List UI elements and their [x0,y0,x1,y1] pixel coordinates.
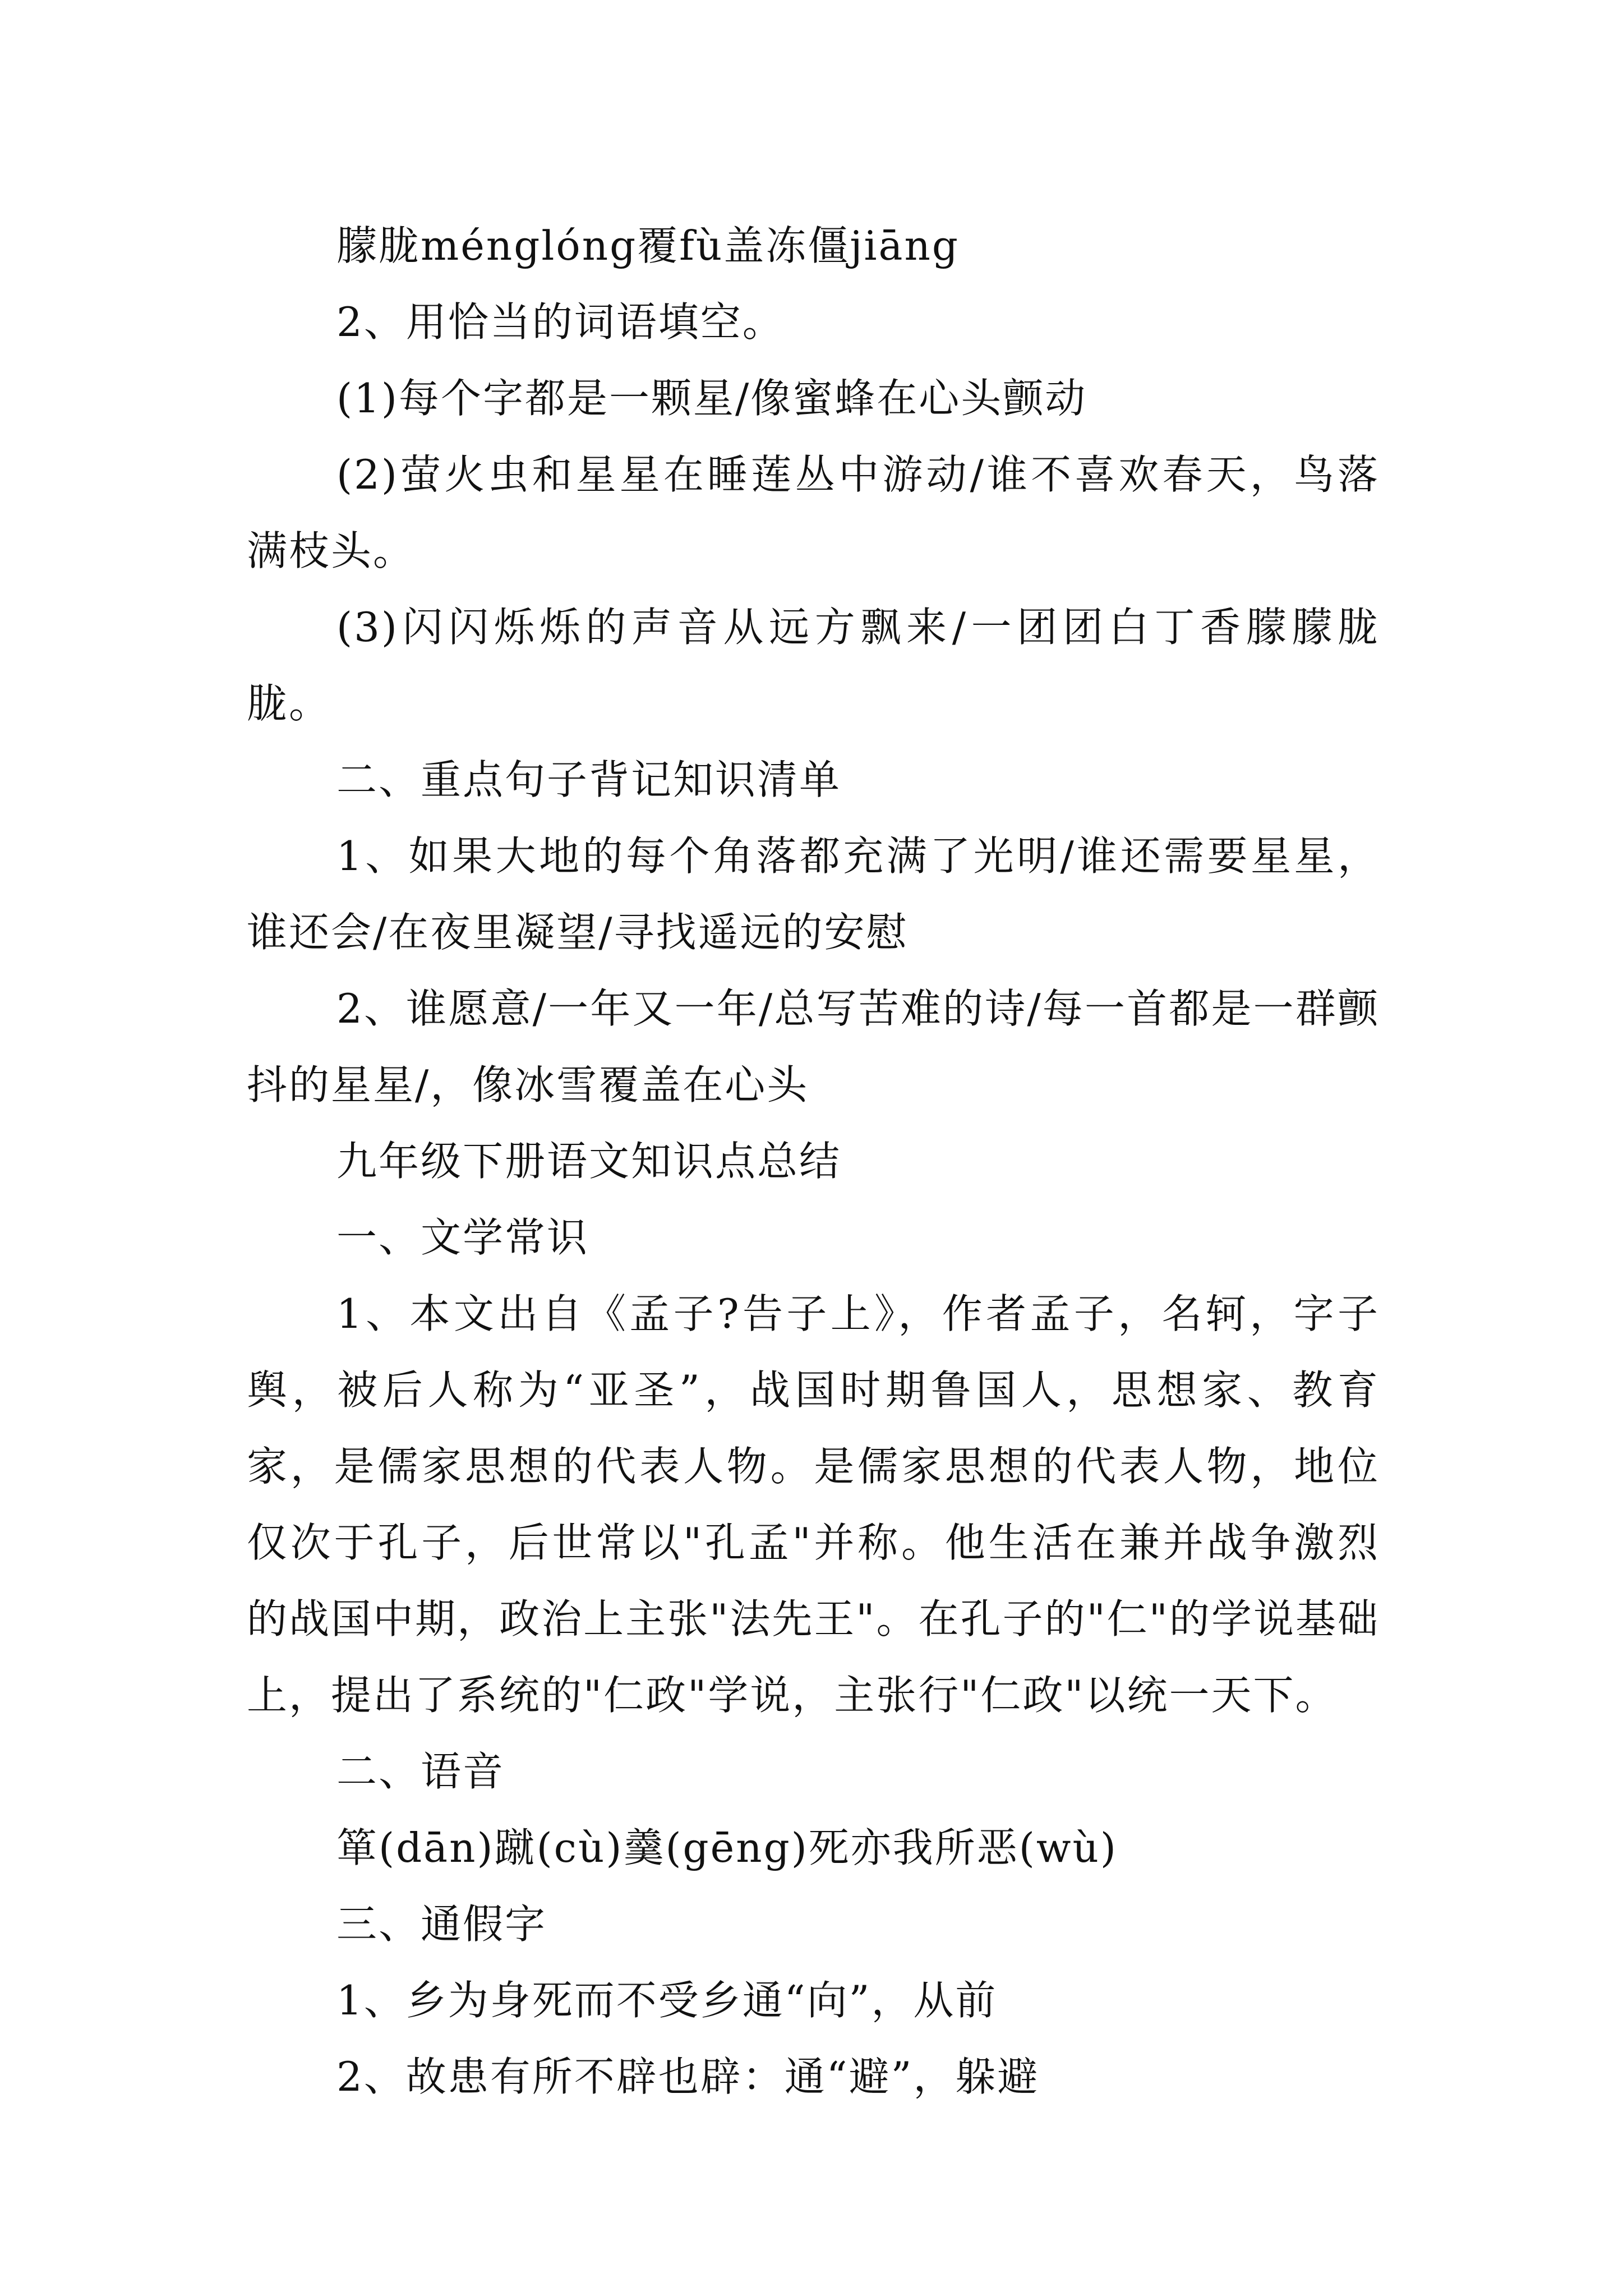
section-heading-pronunciation: 二、语音 [336,1748,505,1795]
key-sentence-1: 1、如果大地的每个角落都充满了光明/谁还需要星星，谁还会/在夜里凝望/寻找遥远的安慰 [247,832,1380,956]
document-body [247,208,1380,2115]
key-sentence-2: 2、谁愿意/一年又一年/总写苦难的诗/每一首都是一群颤抖的星星/，像冰雪覆盖在心头 [247,985,1380,1108]
fill-in-blanks-heading: 2、用恰当的词语填空。 [336,298,785,346]
section-heading-literary-knowledge: 一、文学常识 [336,1214,589,1261]
fill-in-item-1: (1)每个字都是一颗星/像蜜蜂在心头颤动 [336,375,1087,422]
interchangeable-character-2: 2、故患有所不辟也辟：通“避”，躲避 [336,2053,1040,2100]
section-heading-key-sentences: 二、重点句子背记知识清单 [336,756,842,803]
section-heading-interchangeable-characters: 三、通假字 [336,1901,547,1948]
pinyin-vocabulary-line: 朦胧ménglóng覆fù盖冻僵jiāng [336,222,960,269]
interchangeable-character-1: 1、乡为身死而不受乡通“向”，从前 [336,1977,998,2024]
literary-knowledge-paragraph: 1、本文出自《孟子?告子上》，作者孟子，名轲，字子舆，被后人称为“亚圣”，战国时期鲁国人，思想家、教育家，是儒家思想的代表人物。是儒家思想的代表人物，地位仅次于孔子，后世常以"孔孟"并称。他生活在兼并战争激烈的战国中期，政治上主张"法先王"。在孔子的"仁"的学说基础上，提出了系统的"仁政"学说，主张行"仁政"以统一天下。 [247,1290,1380,1719]
document-subtitle: 九年级下册语文知识点总结 [336,1138,842,1185]
pronunciation-line: 箪(dān)蹴(cù)羹(gēng)死亦我所恶(wù) [336,1824,1118,1871]
fill-in-item-3: (3)闪闪烁烁的声音从远方飘来/一团团白丁香朦朦胧胧。 [247,604,1380,727]
fill-in-item-2: (2)萤火虫和星星在睡莲丛中游动/谁不喜欢春天，鸟落满枝头。 [247,451,1380,574]
